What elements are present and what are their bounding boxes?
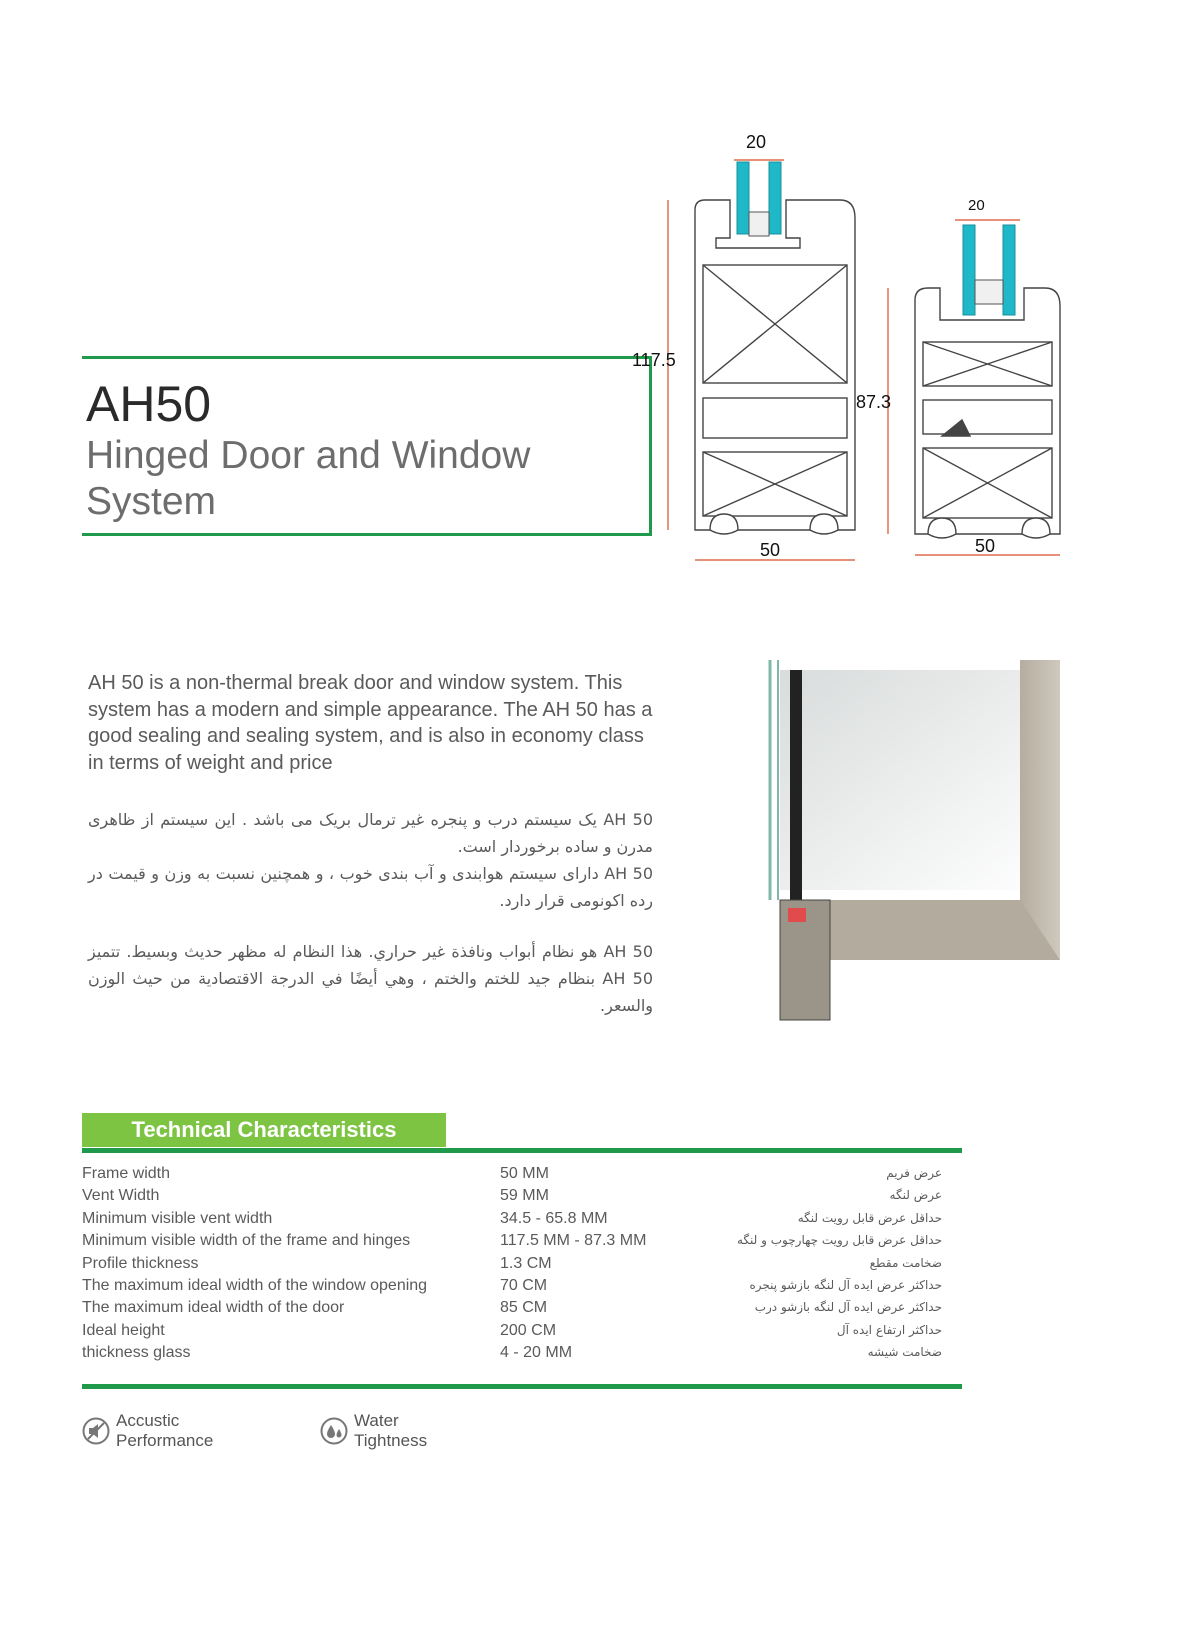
spec-row	[82, 1344, 962, 1366]
spec-value: 117.5 MM - 87.3 MM	[500, 1232, 647, 1250]
vent-profile	[915, 288, 1060, 538]
spec-row	[82, 1187, 962, 1209]
feature-acoustic-label: Accustic Performance	[116, 1411, 214, 1450]
photo-gasket	[790, 670, 802, 900]
spec-label-persian: حداکثر عرض ایده آل لنگه بازشو درب	[754, 1300, 942, 1315]
spec-row	[82, 1232, 962, 1254]
spec-label-persian: ضخامت مقطع	[869, 1255, 942, 1270]
vent-glass-dimension: 20	[968, 197, 985, 214]
spec-value: 85 CM	[500, 1299, 548, 1317]
vent-glass	[963, 225, 1015, 315]
frame-glass	[737, 162, 781, 236]
technical-heading: Technical Characteristics	[82, 1113, 446, 1147]
spec-label: The maximum ideal width of the door	[82, 1299, 345, 1317]
profile-section-drawing	[632, 130, 1120, 600]
frame-width-dimension: 50	[760, 540, 781, 560]
spec-value: 70 CM	[500, 1276, 548, 1294]
photo-glass-pane	[780, 670, 1060, 890]
description-arabic: AH 50 هو نظام أبواب ونافذة غير حراري. هذا النظام له مظهر حديث وبسيط. تتميز AH 50 بنظام جيد للختم والختم ، وهي أيضًا في الدرجة الاقتصادية من حيث الوزن والسعر.	[88, 942, 654, 1015]
spec-row	[82, 1210, 962, 1232]
feature-acoustic	[82, 1411, 214, 1450]
spec-label: Ideal height	[82, 1321, 165, 1339]
frame-profile	[695, 200, 855, 534]
spec-value: 59 MM	[500, 1187, 549, 1205]
frame-height-dimension: 117.5	[632, 350, 676, 370]
spec-row	[82, 1165, 962, 1187]
spec-label: Profile thickness	[82, 1254, 199, 1272]
spec-label-persian: حداقل عرض قابل رویت چهارچوب و لنگه	[736, 1233, 942, 1248]
title-box	[82, 356, 652, 536]
spec-row	[82, 1299, 962, 1321]
product-model: AH50	[86, 376, 212, 432]
acoustic-icon	[82, 1417, 110, 1445]
spec-value: 4 - 20 MM	[500, 1344, 573, 1362]
vent-height-dimension: 87.3	[856, 392, 892, 412]
spec-label-persian: حداکثر ارتفاع ایده آل	[836, 1322, 942, 1337]
spec-value: 1.3 CM	[500, 1254, 552, 1272]
spec-label: Frame width	[82, 1165, 171, 1182]
window-corner-photo	[770, 660, 1070, 1040]
product-subtitle: Hinged Door and Window System	[86, 434, 531, 523]
spec-row	[82, 1322, 962, 1344]
description-persian-1: AH 50 یک سیستم درب و پنجره غیر ترمال بریک می باشد . این سیستم از ظاهری مدرن و ساده برخوردار است.	[88, 810, 653, 856]
feature-water	[320, 1411, 428, 1450]
spec-row	[82, 1277, 962, 1299]
spec-label-persian: عرض فریم	[886, 1166, 942, 1180]
table-top-rule	[82, 1148, 962, 1153]
spec-label: Minimum visible vent width	[82, 1209, 273, 1227]
spec-label: Minimum visible width of the frame and hinges	[82, 1232, 411, 1250]
table-bottom-rule	[82, 1384, 962, 1389]
spec-label-persian: ضخامت شیشه	[867, 1345, 942, 1360]
feature-water-label: Water Tightness	[354, 1411, 428, 1450]
spec-label-persian: عرض لنگه	[889, 1188, 942, 1203]
spec-value: 200 CM	[500, 1321, 557, 1339]
spec-label: Vent Width	[82, 1187, 160, 1205]
spec-table	[82, 1165, 962, 1367]
photo-frame-bottom	[810, 900, 1060, 960]
description-english: AH 50 is a non-thermal break door and window system. This system has a modern and simple appearance. The AH 50 has a good sealing and sealing system, and is also in economy class in terms of weight and price	[88, 672, 653, 774]
water-drop-icon	[320, 1417, 348, 1445]
frame-glass-dimension: 20	[746, 132, 767, 152]
spec-value: 34.5 - 65.8 MM	[500, 1209, 608, 1227]
spec-label-persian: حداقل عرض قابل رویت لنگه	[797, 1210, 942, 1225]
spec-row	[82, 1255, 962, 1277]
spec-value: 50 MM	[500, 1165, 549, 1182]
description-persian	[88, 806, 653, 914]
spec-label-persian: حداکثر عرض ایده آل لنگه بازشو پنجره	[749, 1277, 942, 1292]
spec-label: The maximum ideal width of the window opening	[82, 1276, 428, 1294]
vent-width-dimension: 50	[975, 536, 996, 556]
photo-seal	[788, 908, 806, 922]
description-persian-2: AH 50 دارای سیستم هوابندی و آب بندی خوب ، و همچنین نسبت به وزن و قیمت در رده اکونومی قرار دارد.	[88, 864, 654, 910]
spec-label: thickness glass	[82, 1344, 191, 1362]
